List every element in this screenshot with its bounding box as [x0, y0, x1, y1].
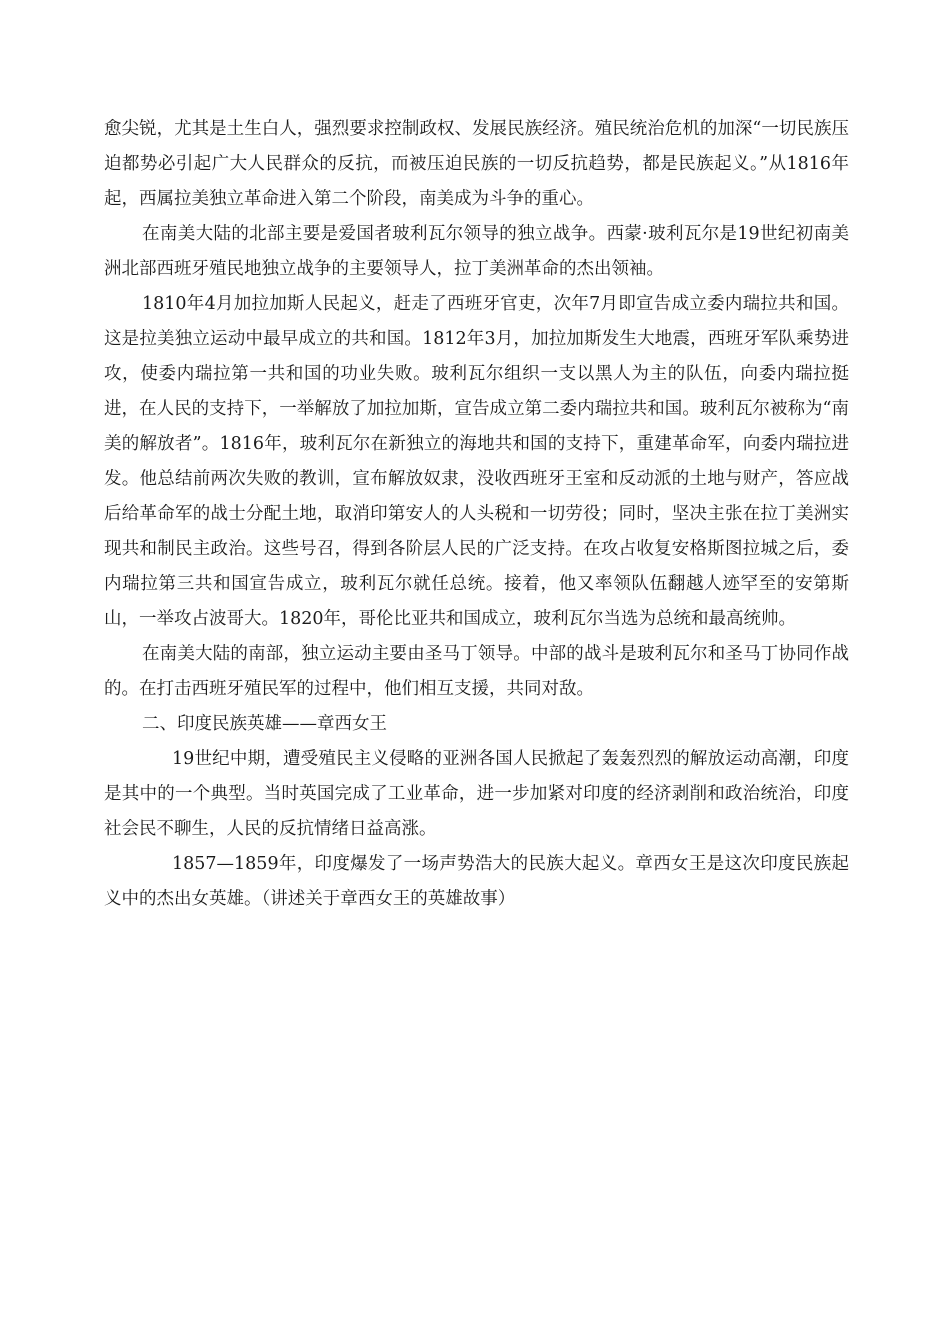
paragraph-continuation: 愈尖锐，尤其是土生白人，强烈要求控制政权、发展民族经济。殖民统治危机的加深“一切民族压迫都势必引起广大人民群众的反抗，而被压迫民族的一切反抗趋势，都是民族起义。”从1816年起，西属拉美独立革命进入第二个阶段，南美成为斗争的重心。 [104, 119, 849, 209]
paragraph-rani-of-jhansi: 1857—1859年，印度爆发了一场声势浩大的民族大起义。章西女王是这次印度民族起义中的杰出女英雄。（讲述关于章西女王的英雄故事） [104, 854, 849, 909]
section-heading: 二、印度民族英雄——章西女王 [142, 714, 387, 734]
document-body [104, 112, 849, 917]
paragraph-india-background: 19世纪中期，遭受殖民主义侵略的亚洲各国人民掀起了轰轰烈烈的解放运动高潮，印度是其中的一个典型。当时英国完成了工业革命，进一步加紧对印度的经济剥削和政治统治，印度社会民不聊生，人民的反抗情绪日益高涨。 [104, 749, 849, 839]
paragraph-san-martin: 在南美大陆的南部，独立运动主要由圣马丁领导。中部的战斗是玻利瓦尔和圣马丁协同作战的。在打击西班牙殖民军的过程中，他们相互支援，共同对敌。 [104, 644, 849, 699]
paragraph-venezuela-republics: 1810年4月加拉加斯人民起义，赶走了西班牙官吏，次年7月即宣告成立委内瑞拉共和国。这是拉美独立运动中最早成立的共和国。1812年3月，加拉加斯发生大地震，西班牙军队乘势进攻，使委内瑞拉第一共和国的功业失败。玻利瓦尔组织一支以黑人为主的队伍，向委内瑞拉挺进，在人民的支持下，一举解放了加拉加斯，宣告成立第二委内瑞拉共和国。玻利瓦尔被称为“南美的解放者”。1816年，玻利瓦尔在新独立的海地共和国的支持下，重建革命军，向委内瑞拉进发。他总结前两次失败的教训，宣布解放奴隶，没收西班牙王室和反动派的土地与财产，答应战后给革命军的战士分配土地，取消印第安人的人头税和一切劳役；同时，坚决主张在拉丁美洲实现共和制民主政治。这些号召，得到各阶层人民的广泛支持。在攻占收复安格斯图拉城之后，委内瑞拉第三共和国宣告成立，玻利瓦尔就任总统。接着，他又率领队伍翻越人迹罕至的安第斯山，一举攻占波哥大。1820年，哥伦比亚共和国成立，玻利瓦尔当选为总统和最高统帅。 [104, 294, 849, 629]
paragraph-bolivar-intro: 在南美大陆的北部主要是爱国者玻利瓦尔领导的独立战争。西蒙·玻利瓦尔是19世纪初南美洲北部西班牙殖民地独立战争的主要领导人，拉丁美洲革命的杰出领袖。 [104, 224, 849, 279]
